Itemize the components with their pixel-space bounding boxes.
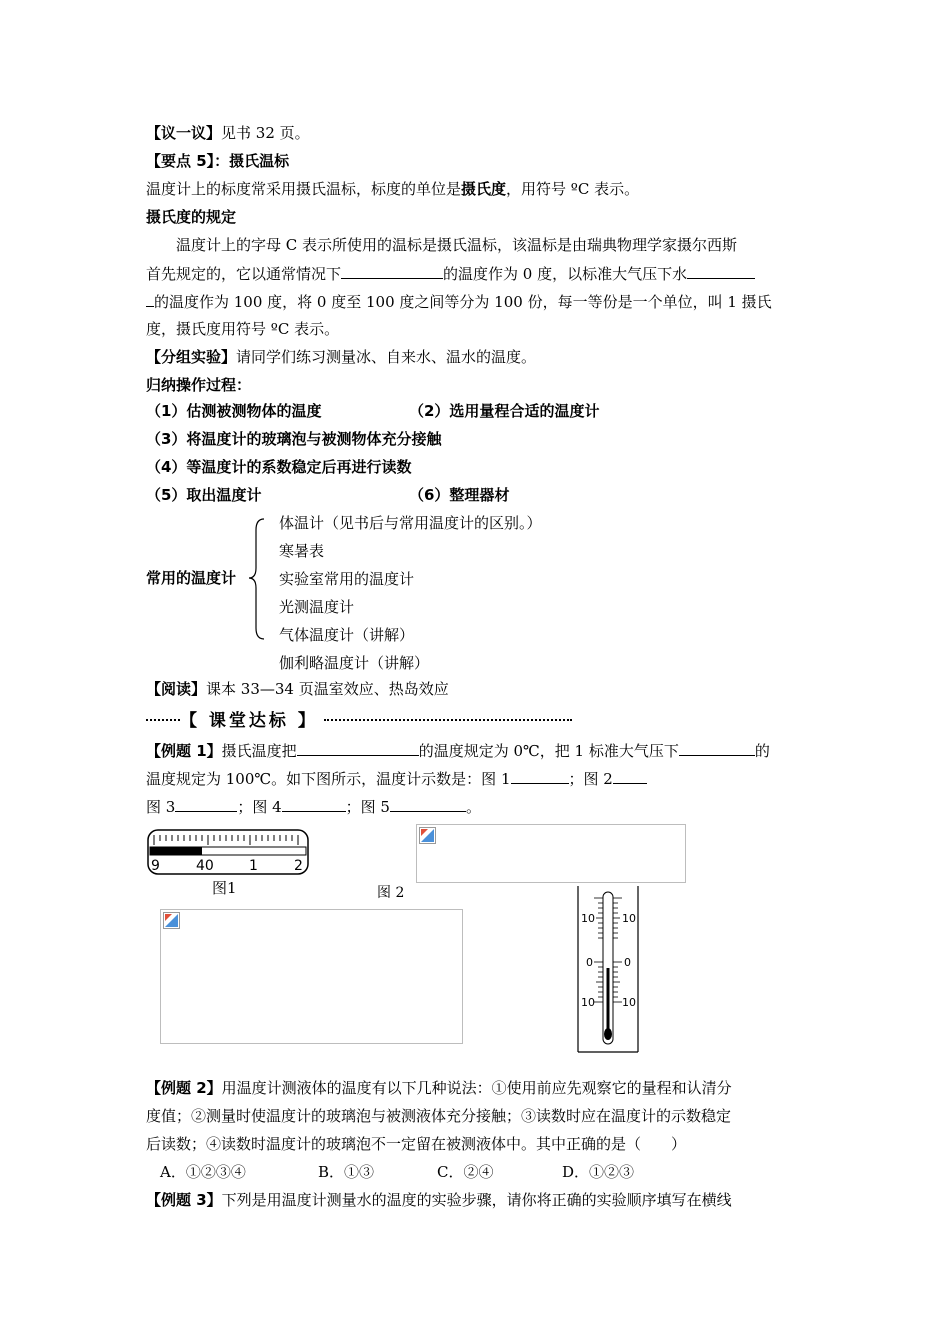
broken-image-icon	[163, 912, 180, 929]
section-tag: 【要点 5】：	[146, 152, 230, 170]
fig1-tick-2: 2	[294, 858, 303, 874]
broken-image-icon	[419, 827, 436, 844]
text-span: 摄氏温度把	[221, 742, 297, 760]
def-line-2	[146, 263, 755, 284]
ex2-line-3: 后读数；④读数时温度计的玻璃泡不一定留在被测液体中。其中正确的是（ ）	[146, 1135, 687, 1153]
section-tag: 【例题 3】	[146, 1191, 222, 1209]
line-text: 课本 33—34 页温室效应、热岛效应	[206, 680, 449, 698]
figure-2-caption: 图 2	[377, 885, 405, 901]
line-text: 用温度计测液体的温度有以下几种说法：①使用前应先观察它的量程和认清分	[221, 1079, 732, 1097]
fig5-left-label: 0	[586, 956, 593, 969]
fill-blank[interactable]	[511, 768, 569, 784]
text-span: ；图 2	[568, 770, 613, 788]
figure-1-thermometer	[146, 828, 312, 878]
figure-3-4-image	[160, 909, 463, 1044]
def-line-4: 度，摄氏度用符号 ºC 表示。	[146, 320, 340, 338]
thermometer-item-3: 光测温度计	[279, 598, 355, 616]
figure-1-caption: 图1	[212, 879, 237, 897]
fill-blank[interactable]	[613, 768, 647, 784]
scale-sentence	[146, 179, 639, 199]
fig1-tick-40: 40	[196, 858, 214, 874]
fill-blank[interactable]	[175, 796, 237, 812]
ex1-line-1	[146, 740, 770, 761]
section-tag: 【例题 1】	[146, 742, 222, 760]
thermometer-item-0: 体温计（见书后与常用温度计的区别。）	[279, 514, 542, 532]
reading-line	[146, 679, 449, 699]
fig5-right-label: 10	[622, 996, 636, 1009]
option-a[interactable]: A．①②③④	[160, 1163, 246, 1181]
fig5-right-label: 10	[622, 912, 636, 925]
fill-blank[interactable]	[390, 796, 466, 812]
section-tag: 【例题 2】	[146, 1079, 222, 1097]
fig5-left-label: 10	[581, 996, 595, 1009]
fig1-tick-9: 9	[151, 858, 160, 874]
section-tag: 【议一议】	[146, 124, 222, 142]
banner-title: 【 课堂达标 】	[180, 711, 318, 731]
text-span: 首先规定的，它以通常情况下	[146, 265, 342, 283]
step-3: （3）将温度计的玻璃泡与被测物体充分接触	[146, 430, 442, 448]
yiyiyi-line	[146, 123, 310, 143]
step-1: （1）估测被测物体的温度	[146, 402, 322, 420]
section-title: 摄氏温标	[229, 152, 290, 170]
thermometers-label: 常用的温度计	[146, 569, 237, 587]
text-span: ；图 4	[237, 798, 282, 816]
ex1-line-2	[146, 768, 647, 789]
option-b[interactable]: B．①③	[318, 1163, 375, 1181]
text-span: 温度计上的标度常采用摄氏温标，标度的单位是	[146, 180, 462, 198]
def-heading: 摄氏度的规定	[146, 208, 237, 226]
ex2-line-1	[146, 1078, 732, 1098]
line-text: 请同学们练习测量冰、自来水、温水的温度。	[236, 348, 537, 366]
ex3-line-1	[146, 1190, 732, 1210]
thermometer-item-5: 伽利略温度计（讲解）	[279, 654, 430, 672]
text-span: 温度规定为 100℃。如下图所示，温度计示数是：图 1	[146, 770, 511, 788]
step-6: （6）整理器材	[409, 486, 510, 504]
ex2-line-2: 度值；②测量时使温度计的玻璃泡与被测液体充分接触；③读数时应在温度计的示数稳定	[146, 1107, 732, 1125]
class-standard-banner	[146, 706, 574, 730]
def-line-1: 温度计上的字母 C 表示所使用的温标是摄氏温标，该温标是由瑞典物理学家摄尔西斯	[176, 236, 738, 254]
fill-blank[interactable]	[146, 291, 154, 307]
thermometer-item-4: 气体温度计（讲解）	[279, 626, 415, 644]
section-tag: 【分组实验】	[146, 348, 237, 366]
fig5-left-label: 10	[581, 912, 595, 925]
step-4: （4）等温度计的系数稳定后再进行读数	[146, 458, 412, 476]
thermometer-item-2: 实验室常用的温度计	[279, 570, 415, 588]
step-2: （2）选用量程合适的温度计	[409, 402, 600, 420]
thermometer-item-1: 寒暑表	[279, 542, 325, 560]
dotted-rule-left	[146, 719, 180, 721]
option-d[interactable]: D．①②③	[562, 1163, 635, 1181]
step-5: （5）取出温度计	[146, 486, 262, 504]
text-span: ；图 5	[345, 798, 390, 816]
fill-blank[interactable]	[297, 740, 419, 756]
option-c[interactable]: C．②④	[437, 1163, 494, 1181]
text-span: ，用符号 ºC 表示。	[506, 180, 640, 198]
text-span: 的温度作为 100 度，将 0 度至 100 度之间等分为 100 份，每一等份是一个单位，叫 1 摄氏	[154, 293, 772, 311]
fill-blank[interactable]	[679, 740, 755, 756]
point5-heading	[146, 151, 289, 171]
group-exp-line	[146, 347, 536, 367]
dotted-rule-right	[324, 719, 572, 721]
summary-heading: 归纳操作过程：	[146, 376, 252, 394]
fig5-right-label: 0	[624, 956, 631, 969]
line-text: 下列是用温度计测量水的温度的实验步骤，请你将正确的实验顺序填写在横线	[221, 1191, 732, 1209]
fill-blank[interactable]	[282, 796, 346, 812]
fill-blank[interactable]	[687, 263, 755, 279]
fill-blank[interactable]	[341, 263, 443, 279]
text-span: 的	[754, 742, 770, 760]
fig1-tick-1: 1	[249, 858, 258, 874]
text-span: 的温度规定为 0℃，把 1 标准大气压下	[418, 742, 679, 760]
figure-5-thermometer	[576, 884, 640, 1054]
bold-term: 摄氏度	[461, 180, 507, 198]
ex1-line-3	[146, 796, 481, 817]
text-span: 的温度作为 0 度，以标准大气压下水	[443, 265, 688, 283]
section-tag: 【阅读】	[146, 680, 207, 698]
figure-2-image	[416, 824, 686, 883]
text-span: 。	[465, 798, 481, 816]
curly-brace	[246, 516, 270, 642]
line-text: 见书 32 页。	[221, 124, 310, 142]
def-line-3	[146, 291, 772, 312]
text-span: 图 3	[146, 798, 176, 816]
